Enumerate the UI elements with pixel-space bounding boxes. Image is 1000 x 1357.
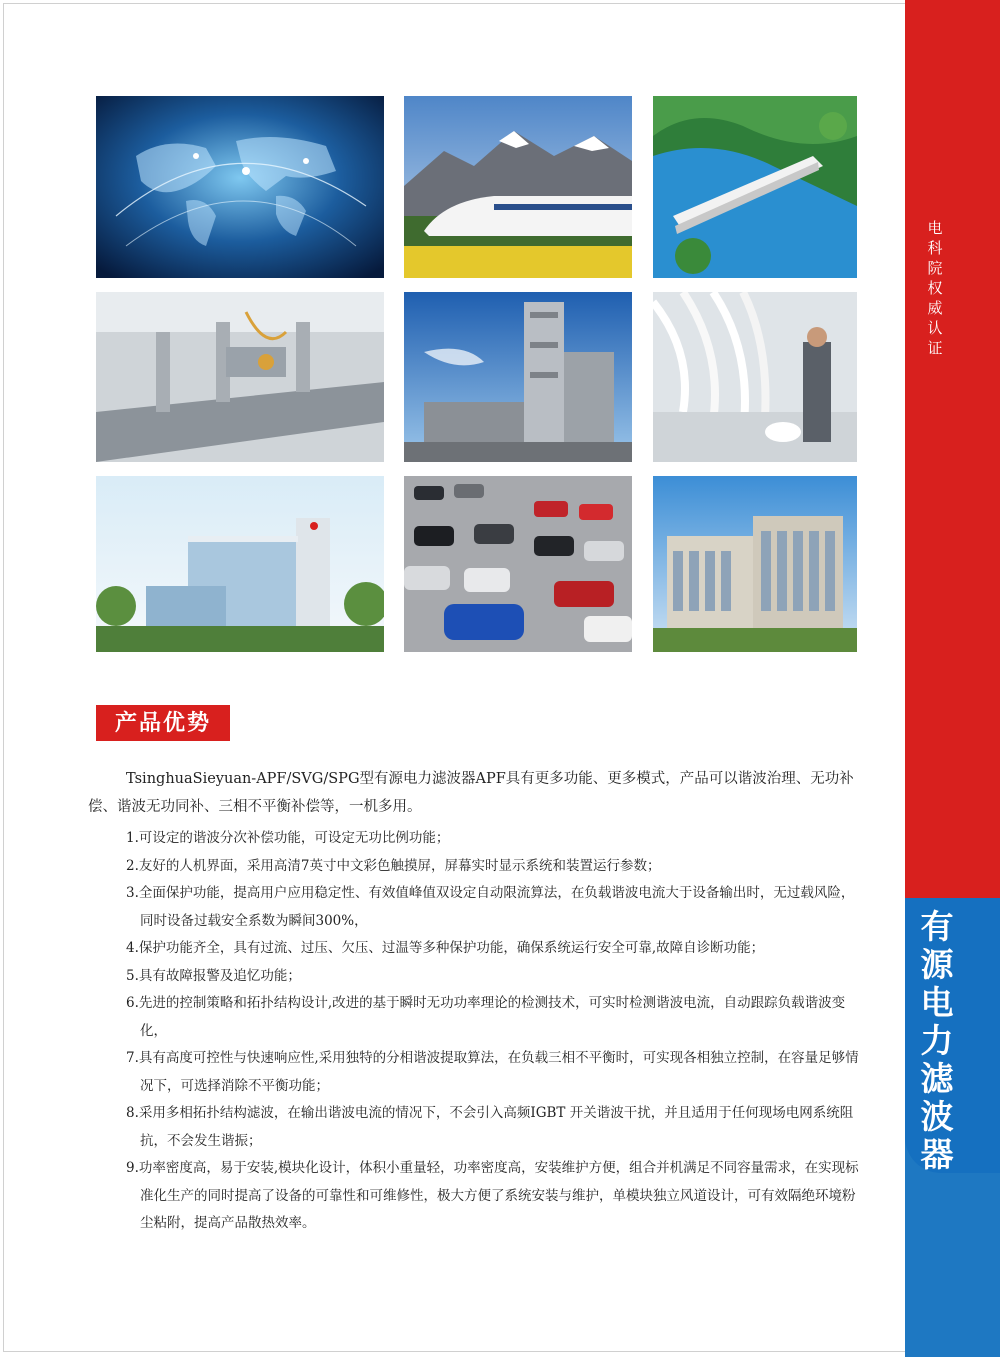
- intro-paragraph: TsinghuaSieyuan-APF/SVG/SPG型有源电力滤波器APF具有更多功能、更多模式，产品可以谐波治理、无功补偿、谐波无功同补、三相不平衡补偿等，一机多用。: [88, 771, 854, 815]
- textile-mill-photo: [653, 292, 857, 462]
- list-item: 4.保护功能齐全，具有过流、过压、欠压、过温等多种保护功能，确保系统运行安全可靠,故障自诊断功能；: [126, 940, 765, 956]
- car-park-photo: [404, 476, 632, 652]
- list-item: 8.采用多相拓扑结构滤波，在输出谐波电流的情况下，不会引入高频IGBT 开关谐波干扰，并且适用于任何现场电网系统阻抗，不会发生谐振；: [126, 1105, 854, 1149]
- list-item: 2.友好的人机界面，采用高清7英寸中文彩色触摸屏，屏幕实时显示系统和装置运行参数；: [126, 857, 661, 874]
- hydro-dam-photo: [653, 96, 857, 278]
- advantage-list: [126, 825, 864, 1238]
- list-item: 5.具有故障报警及追忆功能；: [126, 967, 301, 984]
- cement-plant-photo: [404, 292, 632, 462]
- list-item: 7.具有高度可控性与快速响应性,采用独特的分相谐波提取算法，在负载三相不平衡时，可实现各相独立控制，在容量足够情况下，可选择消除不平衡功能；: [126, 1050, 859, 1094]
- office-building-photo: [653, 476, 857, 652]
- high-speed-train-photo: [404, 96, 632, 278]
- list-item: 3.全面保护功能，提高用户应用稳定性、有效值峰值双设定自动限流算法，在负载谐波电流大于设备输出时，无过载风险，同时设备过载安全系数为瞬间300%，: [126, 885, 855, 929]
- side-certification-label: 电科院权威认证: [927, 219, 943, 357]
- list-item: 1.可设定的谐波分次补偿功能，可设定无功比例功能；: [126, 830, 450, 846]
- hospital-building-photo: [96, 476, 384, 652]
- list-item: 9.功率密度高，易于安装,模块化设计，体积小重量轻，功率密度高，安装维护方便，组合并机满足不同容量需求，在实现标准化生产的同时提高了设备的可靠性和可维修性，极大方便了系统安装与维护，单模块独立风道设计，可有效隔绝环境粉尘粘附，提高产品散热效率。: [126, 1160, 859, 1231]
- section-title: 产品优势: [96, 705, 230, 741]
- world-network-photo: [96, 96, 384, 278]
- factory-machinery-photo: [96, 292, 384, 462]
- side-product-title: 有源电力滤波器: [920, 907, 954, 1174]
- side-band-red: [905, 0, 1000, 905]
- list-item: 6.先进的控制策略和拓扑结构设计,改进的基于瞬时无功功率理论的检测技术，可实时检测谐波电流，自动跟踪负载谐波变化，: [126, 995, 846, 1039]
